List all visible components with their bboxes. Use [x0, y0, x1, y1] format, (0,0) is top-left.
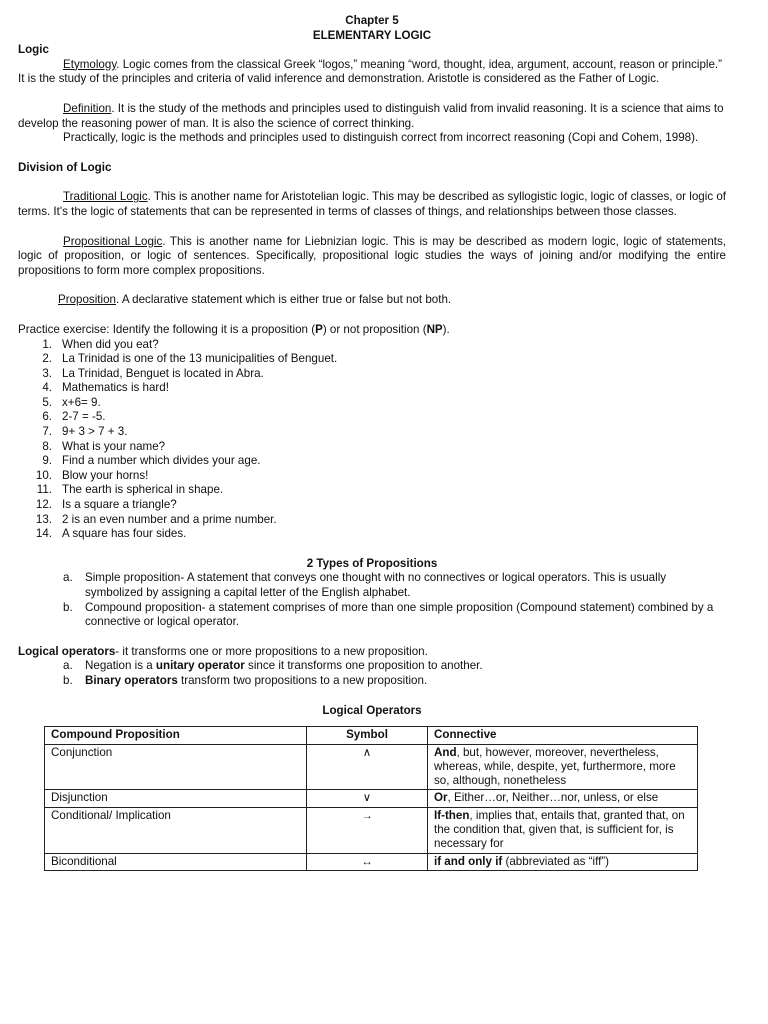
list-item	[18, 469, 726, 484]
connective-cell	[428, 808, 698, 853]
list-number: 14.	[35, 527, 52, 541]
operators-term: Logical operators	[18, 644, 116, 658]
compound-proposition-cell: Biconditional	[45, 853, 307, 871]
list-item	[18, 527, 726, 542]
list-number: 8.	[42, 439, 52, 453]
list-item	[18, 381, 726, 396]
list-text: Blow your horns!	[62, 468, 149, 482]
list-number: 7.	[42, 425, 52, 439]
list-number: 1.	[42, 337, 52, 351]
list-text: Is a square a triangle?	[62, 498, 177, 512]
connective-rest: , implies that, entails that, granted that, on the condition that, given that, is sufficient for, is necessary for	[434, 809, 685, 850]
propositional-text: . This is another name for Liebnizian logic. This is may be described as modern logic, logic of statements, logic of proposition, or logic of sentences. Specifically, propositional logic studies the ways of joining and/or modifying the entire propositions to form more complex propositions.	[18, 234, 727, 277]
connective-cell	[428, 790, 698, 808]
list-item	[18, 425, 726, 440]
practically-paragraph	[18, 131, 726, 146]
list-text: La Trinidad is one of the 13 municipalities of Benguet.	[62, 352, 338, 366]
list-number: 3.	[42, 366, 52, 380]
connective-rest: , Either…or, Neither…nor, unless, or else	[447, 791, 659, 805]
list-text: 2-7 = -5.	[62, 410, 106, 424]
table-header-row	[45, 727, 698, 745]
list-item	[18, 440, 726, 455]
symbol-cell: ↔	[307, 853, 428, 871]
list-text: The earth is spherical in shape.	[62, 483, 224, 497]
list-number: 5.	[42, 395, 52, 409]
table-row	[45, 744, 698, 789]
logic-heading: Logic	[18, 43, 49, 57]
negation-post: since it transforms one proposition to another.	[244, 659, 483, 673]
table-row	[45, 853, 698, 871]
connective-main: And	[434, 745, 457, 759]
compound-proposition-cell: Disjunction	[45, 790, 307, 808]
etymology-term: Etymology	[63, 57, 117, 71]
header-connective: Connective	[428, 727, 698, 745]
operators-list	[18, 659, 726, 688]
practically-text: Practically, logic is the methods and principles used to distinguish correct from incorrect reasoning (Copi and Cohem, 1998).	[63, 131, 699, 145]
list-label: a.	[63, 571, 73, 585]
symbol-cell: →	[307, 808, 428, 853]
list-item	[18, 659, 726, 674]
list-number: 10.	[35, 468, 52, 482]
connective-rest: , but, however, moreover, nevertheless, whereas, while, despite, yet, furthermore, more so, although, nonetheless	[434, 745, 676, 787]
list-item	[18, 454, 726, 469]
simple-proposition-text: Simple proposition- A statement that conveys one thought with no connectives or logical operators. This is usually symbolized by assigning a capital letter of the English alphabet.	[85, 571, 667, 599]
list-item	[18, 396, 726, 411]
list-text: A square has four sides.	[62, 527, 187, 541]
practice-intro	[18, 323, 726, 338]
list-text: When did you eat?	[62, 337, 159, 351]
list-item	[18, 498, 726, 513]
negation-pre: Negation is a	[85, 659, 156, 673]
header-compound-proposition: Compound Proposition	[45, 727, 307, 745]
chapter-label: Chapter 5	[345, 14, 399, 27]
definition-paragraph	[18, 102, 726, 131]
connective-main: Or	[434, 791, 448, 805]
list-item	[18, 352, 726, 367]
types-list	[18, 571, 726, 629]
proposition-term: Proposition	[58, 293, 117, 307]
header-symbol: Symbol	[307, 727, 428, 745]
list-item	[18, 674, 726, 689]
compound-proposition-cell: Conjunction	[45, 744, 307, 789]
connective-cell	[428, 853, 698, 871]
list-item	[18, 338, 726, 353]
definition-text: . It is the study of the methods and principles used to distinguish valid from invalid reasoning. It is a science that aims to develop the reasoning power of man. It is also the science of correct thinking.	[18, 101, 724, 130]
list-number: 6.	[42, 410, 52, 424]
propositional-paragraph	[18, 235, 726, 279]
practice-intro-a: Practice exercise: Identify the following it is a proposition (	[18, 322, 316, 336]
table-heading: Logical Operators	[322, 703, 422, 717]
unitary-operator: unitary operator	[155, 659, 245, 673]
etymology-text: . Logic comes from the classical Greek “logos,” meaning “word, thought, idea, argument, account, reason or principle.” It is the study of the principles and criteria of valid inference and demonstration. Aristotle is considered as the Father of Logic.	[18, 57, 723, 86]
list-label: b.	[63, 600, 73, 614]
list-item	[18, 571, 726, 600]
symbol-cell: ∨	[307, 790, 428, 808]
list-item	[18, 513, 726, 528]
traditional-paragraph	[18, 190, 726, 219]
connective-rest: (abbreviated as “iff”)	[502, 854, 610, 868]
operators-paragraph	[18, 645, 726, 660]
connective-main: if and only if	[434, 854, 503, 868]
list-text: 9+ 3 > 7 + 3.	[62, 425, 128, 439]
list-text: x+6= 9.	[62, 395, 101, 409]
list-text: La Trinidad, Benguet is located in Abra.	[62, 366, 264, 380]
list-label: a.	[63, 659, 73, 673]
list-text: 2 is an even number and a prime number.	[62, 512, 277, 526]
symbol-cell: ∧	[307, 744, 428, 789]
proposition-text: . A declarative statement which is either true or false but not both.	[116, 293, 452, 307]
connective-cell	[428, 744, 698, 789]
list-text: What is your name?	[62, 439, 166, 453]
practice-intro-c: ).	[442, 322, 450, 336]
list-number: 2.	[42, 352, 52, 366]
etymology-paragraph	[18, 58, 726, 87]
operators-text: - it transforms one or more propositions to a new proposition.	[115, 644, 428, 658]
document-page	[18, 14, 726, 871]
list-number: 4.	[42, 381, 52, 395]
list-number: 11.	[36, 483, 52, 497]
table-row	[45, 790, 698, 808]
table-row	[45, 808, 698, 853]
list-text: Find a number which divides your age.	[62, 454, 261, 468]
practice-intro-b: ) or not proposition (	[322, 322, 427, 336]
definition-term: Definition	[63, 101, 112, 115]
chapter-title: ELEMENTARY LOGIC	[312, 28, 432, 42]
propositional-term: Propositional Logic	[63, 234, 163, 248]
proposition-paragraph	[18, 293, 726, 308]
connective-main: If-then	[434, 809, 470, 823]
list-number: 9.	[42, 454, 52, 468]
list-item	[18, 410, 726, 425]
practice-p: P	[315, 322, 323, 336]
traditional-term: Traditional Logic	[63, 190, 148, 204]
list-number: 12.	[35, 498, 52, 512]
logical-operators-table	[44, 726, 698, 871]
compound-proposition-cell: Conditional/ Implication	[45, 808, 307, 853]
list-item	[18, 483, 726, 498]
types-heading: 2 Types of Propositions	[306, 556, 438, 570]
binary-operators: Binary operators	[85, 673, 178, 687]
list-number: 13.	[35, 512, 52, 526]
list-item	[18, 367, 726, 382]
practice-np: NP	[426, 322, 443, 336]
list-item	[18, 601, 726, 630]
compound-proposition-text: Compound proposition- a statement comprises of more than one simple proposition (Compound statement) combined by a connective or logical operator.	[85, 600, 714, 629]
list-text: Mathematics is hard!	[62, 381, 169, 395]
division-heading: Division of Logic	[18, 160, 112, 174]
traditional-text: . This is another name for Aristotelian logic. This may be described as syllogistic logic, logic of classes, or logic of terms. It's the logic of statements that can be represented in terms of classes of things, and relationships between those classes.	[18, 190, 727, 218]
binary-post: transform two propositions to a new proposition.	[177, 673, 428, 687]
practice-list	[18, 338, 726, 542]
list-label: b.	[63, 673, 73, 687]
